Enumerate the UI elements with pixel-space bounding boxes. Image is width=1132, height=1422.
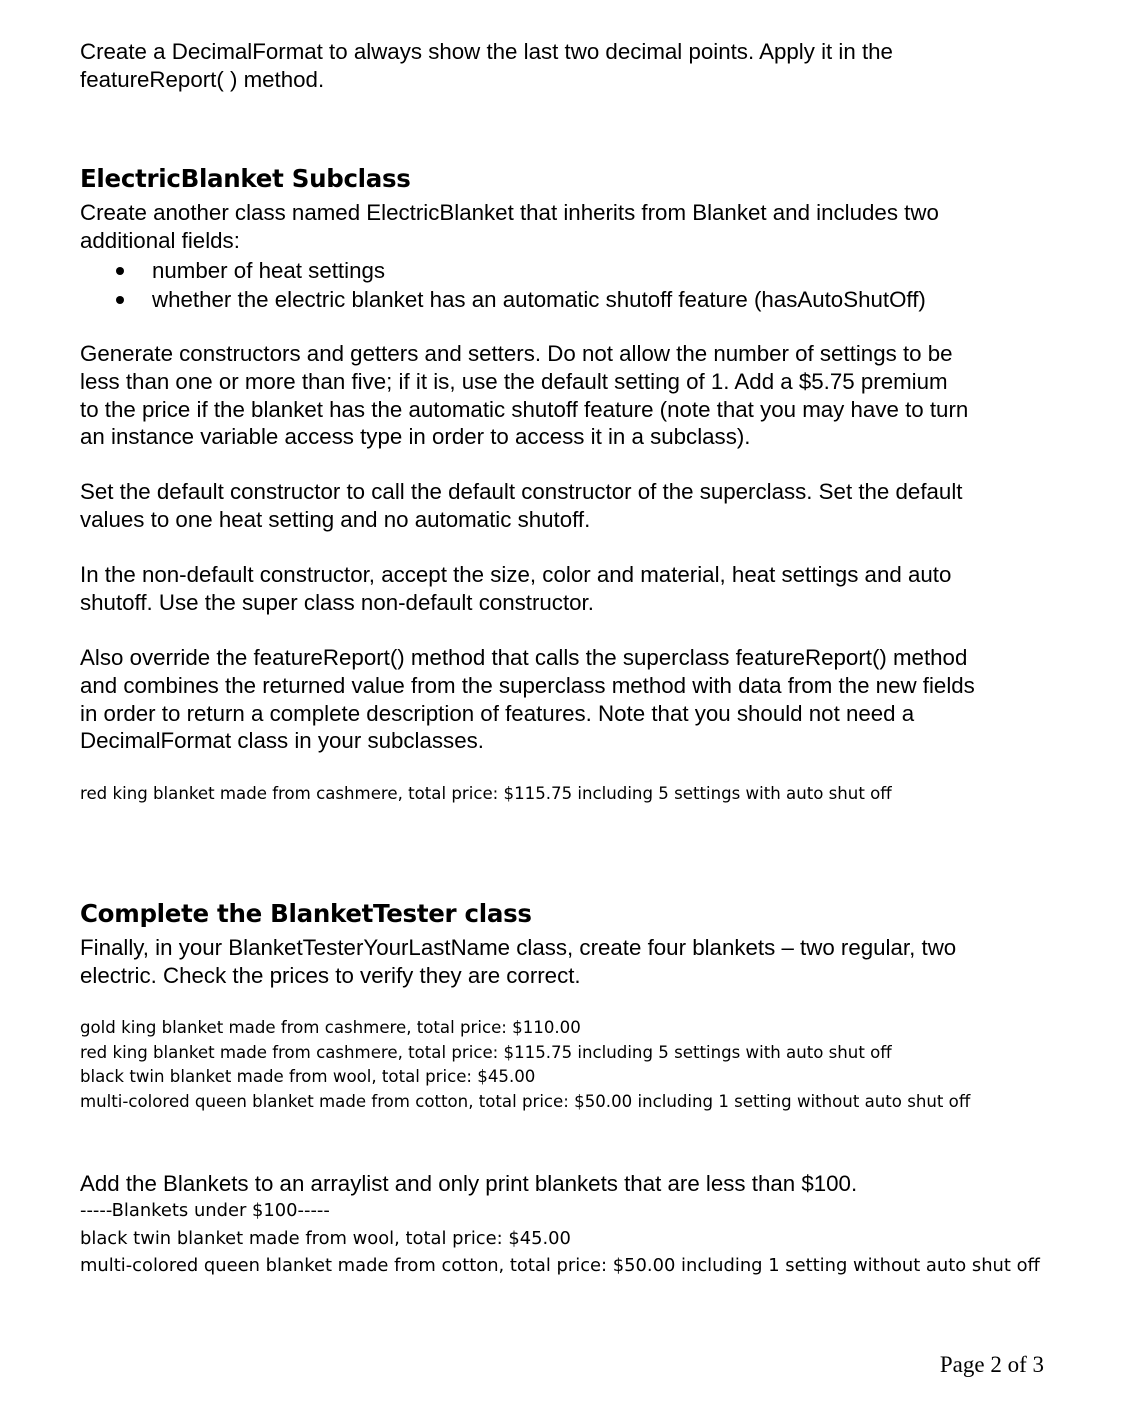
text-line: electric. Check the prices to verify they are correct. — [80, 962, 581, 988]
sample-output — [80, 782, 1055, 807]
bullet-text: number of heat settings — [152, 258, 386, 283]
text-line: Finally, in your BlanketTesterYourLastName class, create four blankets – two regular, two — [80, 935, 957, 960]
non-default-constructor-paragraph — [80, 561, 1055, 617]
filtered-output — [80, 1197, 1055, 1280]
text-line: Create another class named ElectricBlanket that inherits from Blanket and includes two — [80, 200, 939, 225]
text-line: DecimalFormat class in your subclasses. — [80, 728, 484, 754]
electric-intro — [80, 199, 1055, 255]
text-line: Also override the featureReport() method that calls the superclass featureReport() method — [80, 645, 968, 670]
output-line: gold king blanket made from cashmere, total price: $110.00 — [80, 1018, 581, 1037]
text-line: to the price if the blanket has the automatic shutoff feature (note that you may have to turn — [80, 396, 969, 422]
text-line: additional fields: — [80, 227, 240, 253]
fields-bullet-list — [80, 256, 1055, 314]
text-line: and combines the returned value from the superclass method with data from the new fields — [80, 672, 975, 698]
feature-report-paragraph — [80, 644, 1055, 755]
text-line: less than one or more than five; if it is, use the default setting of 1. Add a $5.75 premium — [80, 368, 948, 394]
text-line: values to one heat setting and no automatic shutoff. — [80, 506, 591, 532]
constructors-paragraph — [80, 340, 1055, 451]
bullet-icon — [116, 296, 124, 304]
bullet-item — [80, 256, 1055, 285]
default-constructor-paragraph — [80, 478, 1055, 534]
text-line: Generate constructors and getters and setters. Do not allow the number of settings to be — [80, 341, 953, 366]
text-line: In the non-default constructor, accept the size, color and material, heat settings and auto — [80, 562, 952, 587]
bullet-text: whether the electric blanket has an automatic shutoff feature (hasAutoShutOff) — [152, 287, 926, 312]
page-number: Page 2 of 3 — [939, 1352, 1044, 1377]
blanket-tester-heading: Complete the BlanketTester class — [80, 899, 532, 928]
text-line: an instance variable access type in order to access it in a subclass). — [80, 424, 751, 450]
tester-output — [80, 1016, 1055, 1114]
text-line: shutoff. Use the super class non-default constructor. — [80, 589, 594, 615]
text-line: Create a DecimalFormat to always show the last two decimal points. Apply it in the — [80, 39, 893, 64]
output-line: black twin blanket made from wool, total price: $45.00 — [80, 1067, 536, 1087]
output-line: red king blanket made from cashmere, total price: $115.75 including 5 settings with auto shut off — [80, 784, 892, 803]
arraylist-instruction: Add the Blankets to an arraylist and only print blankets that are less than $100. — [80, 1171, 858, 1196]
output-line: black twin blanket made from wool, total price: $45.00 — [80, 1227, 571, 1249]
output-line: -----Blankets under $100----- — [80, 1200, 330, 1221]
electric-blanket-heading: ElectricBlanket Subclass — [80, 164, 411, 193]
output-line: multi-colored queen blanket made from cotton, total price: $50.00 including 1 setting without auto shut off — [80, 1255, 1040, 1276]
tester-intro — [80, 934, 1055, 990]
bullet-icon — [116, 267, 124, 275]
text-line: featureReport( ) method. — [80, 66, 325, 92]
bullet-item — [80, 285, 1055, 314]
intro-paragraph — [80, 38, 1055, 94]
output-line: multi-colored queen blanket made from cotton, total price: $50.00 including 1 setting without auto shut off — [80, 1091, 971, 1111]
text-line: Set the default constructor to call the default constructor of the superclass. Set the default — [80, 479, 963, 504]
output-line: red king blanket made from cashmere, total price: $115.75 including 5 settings with auto shut off — [80, 1042, 892, 1062]
text-line: in order to return a complete description of features. Note that you should not need a — [80, 700, 915, 726]
